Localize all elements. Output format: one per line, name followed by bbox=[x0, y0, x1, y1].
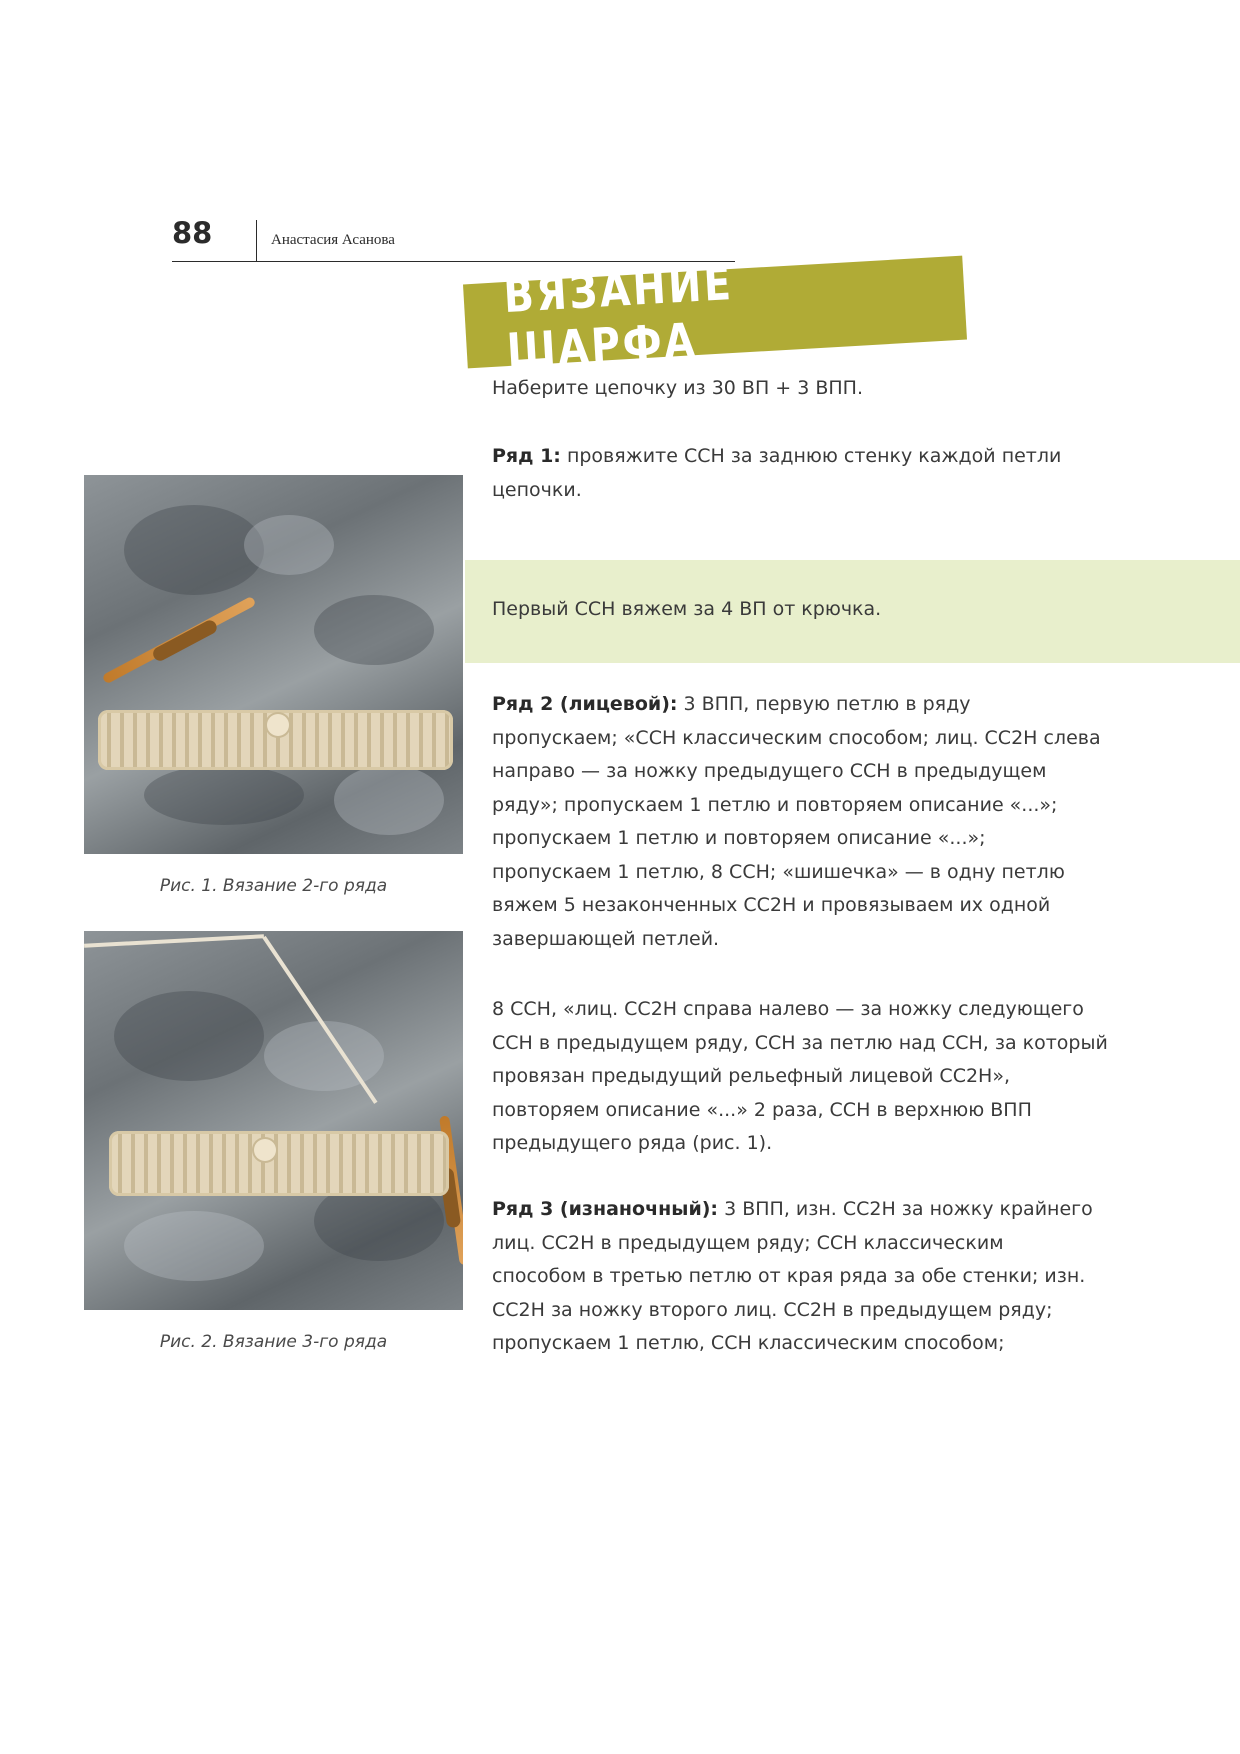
figure-1-photo bbox=[84, 475, 463, 854]
row1-text: провяжите ССН за заднюю стенку каждой петли цепочки. bbox=[492, 445, 1062, 501]
section-title: ВЯЗАНИЕ ШАРФА bbox=[502, 255, 735, 379]
running-head-author: Анастасия Асанова bbox=[271, 232, 395, 248]
row1-paragraph bbox=[492, 440, 1092, 507]
row3-paragraph bbox=[492, 1193, 1102, 1361]
figure-1-caption: Рис. 1. Вязание 2-го ряда bbox=[159, 876, 388, 896]
note-text: Первый ССН вяжем за 4 ВП от крючка. bbox=[492, 598, 882, 620]
row3-text: 3 ВПП, изн. СС2Н за ножку крайнего лиц. СС2Н в предыдущем ряду; ССН классическим способом в третью петлю от края ряда за обе стенки; изн. СС2Н за ножку второго лиц. СС2Н в предыдущем ряду; пропускаем 1 петлю, ССН классическим способом; bbox=[492, 1198, 1093, 1354]
page-number: 88 bbox=[172, 216, 213, 250]
row2-continuation-paragraph: 8 ССН, «лиц. СС2Н справа налево — за ножку следующего ССН в предыдущем ряду, ССН за петлю над ССН, за который провязан предыдущий рельефный лицевой СС2Н», повторяем описание «...» 2 раза, ССН в верхнюю ВПП предыдущего ряда (рис. 1). bbox=[492, 998, 1108, 1154]
row1-label: Ряд 1: bbox=[492, 445, 561, 467]
section-title-banner bbox=[463, 255, 967, 379]
row2-label: Ряд 2 (лицевой): bbox=[492, 693, 678, 715]
row2-paragraph bbox=[492, 688, 1102, 956]
figure-2-caption: Рис. 2. Вязание 3-го ряда bbox=[159, 1332, 388, 1352]
intro-paragraph: Наберите цепочку из 30 ВП + 3 ВПП. bbox=[492, 377, 864, 399]
row3-label: Ряд 3 (изнаночный): bbox=[492, 1198, 719, 1220]
header-divider bbox=[256, 220, 257, 262]
row2-text: 3 ВПП, первую петлю в ряду пропускаем; «ССН классическим способом; лиц. СС2Н слева направо — за ножку предыдущего ССН в предыдущем ряду»; пропускаем 1 петлю и повторяем описание «...»; пропускаем 1 петлю и повторяем описание «...»; пропускаем 1 петлю, 8 ССН; «шишечка» — в одну петлю вяжем 5 незаконченных СС2Н и провязываем их одной завершающей петлей. bbox=[492, 693, 1101, 950]
figure-2-photo bbox=[84, 931, 463, 1310]
